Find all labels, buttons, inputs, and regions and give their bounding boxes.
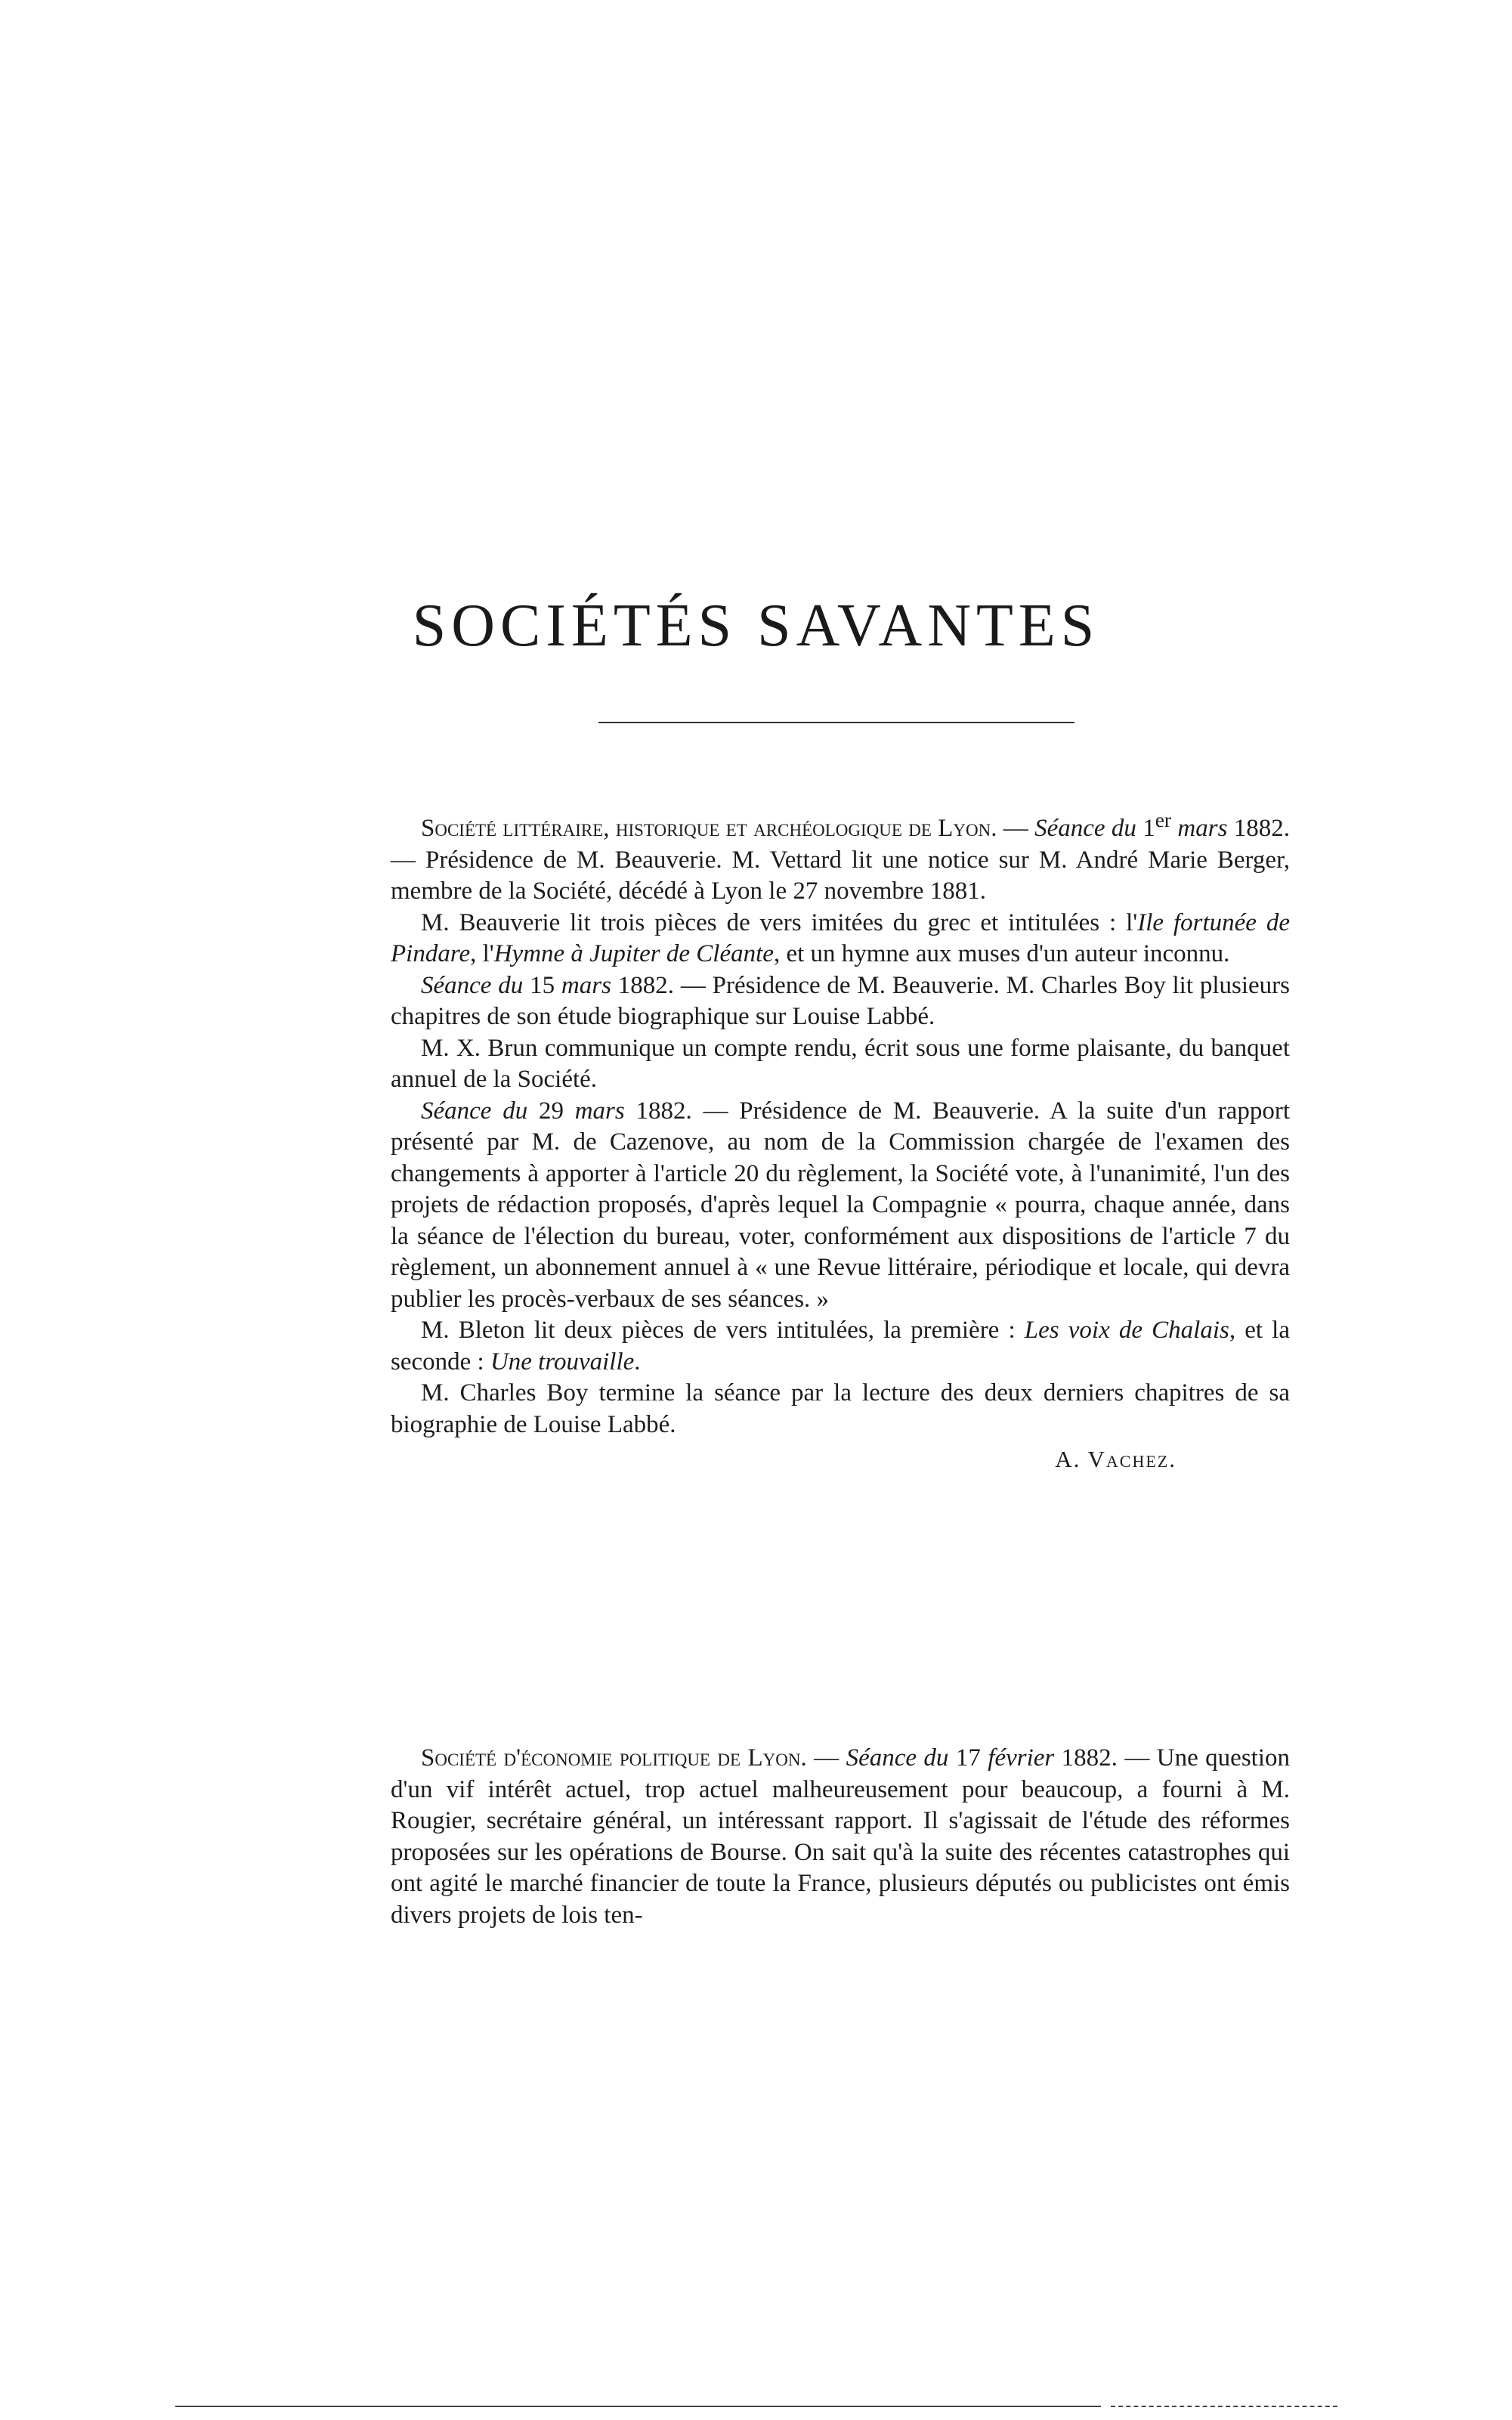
paragraph-text: 1882. — Présidence de M. Beauverie. M. Vettard lit une notice sur M. André Marie Berger, membre de la Société, décédé à Lyon le 27 novembre 1881. bbox=[391, 815, 1290, 905]
footer-rule-dashed bbox=[1111, 2406, 1337, 2407]
dash: — bbox=[997, 815, 1035, 842]
date-month: février bbox=[988, 1744, 1055, 1772]
author-signature: A. Vachez. bbox=[1055, 1446, 1177, 1472]
work-title: Les voix de Chalais bbox=[1024, 1317, 1229, 1344]
date-number: 1 bbox=[1136, 815, 1155, 842]
work-title: Ile fortunée de Pindare bbox=[391, 908, 1290, 967]
paragraph-text: 1882. — Présidence de M. Beauverie. A la suite d'un rapport présenté par M. de Cazenove, au nom de la Commission chargée de l'examen des changements à apporter à l'article 20 du règlement, la Société vote, à l'unanimité, l'un des projets de rédaction proposés, d'après lequel la Compagnie « pourra, chaque année, dans la séance de l'élection du bureau, voter, conformément aux dispositions de l'article 7 du règlement, un abonnement annuel à « une Revue littéraire, périodique et locale, qui devra publier les procès-verbaux de ses séances. » bbox=[391, 1097, 1290, 1313]
date-number: 15 bbox=[523, 971, 561, 999]
society-name: Société littéraire, historique et archéologique de Lyon. bbox=[421, 815, 997, 842]
work-title: Une trouvaille bbox=[490, 1348, 635, 1376]
section-societe-economie-politique-lyon bbox=[391, 1743, 1290, 1931]
paragraph-text: 1882. — Une question d'un vif intérêt actuel, trop actuel malheureusement pour beaucoup, a fourni à M. Rougier, secrétaire général, un intéressant rapport. Il s'agissait de l'étude des réformes proposées sur les opérations de Bourse. On sait qu'à la suite des récentes catastrophes qui ont agité le marché financier de toute la France, plusieurs députés ou publicistes ont émis divers projets de lois ten- bbox=[391, 1744, 1290, 1929]
seance-label: Séance du bbox=[846, 1744, 949, 1772]
date-month: mars bbox=[561, 971, 611, 999]
date-number: 17 bbox=[948, 1744, 988, 1772]
paragraph-boy-lecture: M. Charles Boy termine la séance par la lecture des deux derniers chapitres de sa biographie de Louise Labbé. bbox=[391, 1379, 1290, 1438]
date-number: 29 bbox=[527, 1097, 575, 1125]
paragraph-brun-compte-rendu: M. X. Brun communique un compte rendu, écrit sous une forme plaisante, du banquet annuel de la Société. bbox=[391, 1034, 1290, 1093]
footer-rule bbox=[175, 2406, 1101, 2407]
paragraph-beauverie-vers bbox=[391, 908, 1290, 970]
paragraph-seance-17-fevrier bbox=[391, 1743, 1290, 1931]
date-month: mars bbox=[1171, 815, 1228, 842]
seance-label: Séance du bbox=[1034, 815, 1136, 842]
paragraph-text: M. Bleton lit deux pièces de vers intitulées, la première : bbox=[421, 1317, 1025, 1344]
work-title: Hymne à Jupiter de Cléante bbox=[493, 940, 774, 967]
dash: — bbox=[806, 1744, 846, 1772]
paragraph-seance-15-mars bbox=[391, 970, 1290, 1033]
paragraph-bleton-vers bbox=[391, 1315, 1290, 1378]
date-month: mars bbox=[574, 1097, 625, 1125]
seance-label: Séance du bbox=[421, 971, 524, 999]
paragraph-text: , et la seconde : bbox=[391, 1317, 1290, 1376]
paragraph-seance-29-mars bbox=[391, 1096, 1290, 1316]
paragraph-text: , et un hymne aux muses d'un auteur inconnu. bbox=[773, 940, 1230, 967]
section-societe-litteraire-lyon bbox=[391, 804, 1290, 1475]
paragraph-text: , l' bbox=[470, 940, 494, 967]
page-title: SOCIÉTÉS SAVANTES bbox=[412, 593, 1100, 659]
date-superscript: er bbox=[1155, 808, 1172, 831]
paragraph-text: . bbox=[634, 1348, 641, 1376]
paragraph-text: 1882. — Présidence de M. Beauverie. M. Charles Boy lit plusieurs chapitres de son étude biographique sur Louise Labbé. bbox=[391, 971, 1290, 1030]
title-rule bbox=[598, 722, 1074, 723]
paragraph-text: M. Beauverie lit trois pièces de vers imitées du grec et intitulées : l' bbox=[421, 908, 1138, 936]
society-name: Société d'économie politique de Lyon. bbox=[421, 1744, 807, 1772]
paragraph-seance-1-mars bbox=[391, 804, 1290, 908]
seance-label: Séance du bbox=[421, 1097, 528, 1125]
